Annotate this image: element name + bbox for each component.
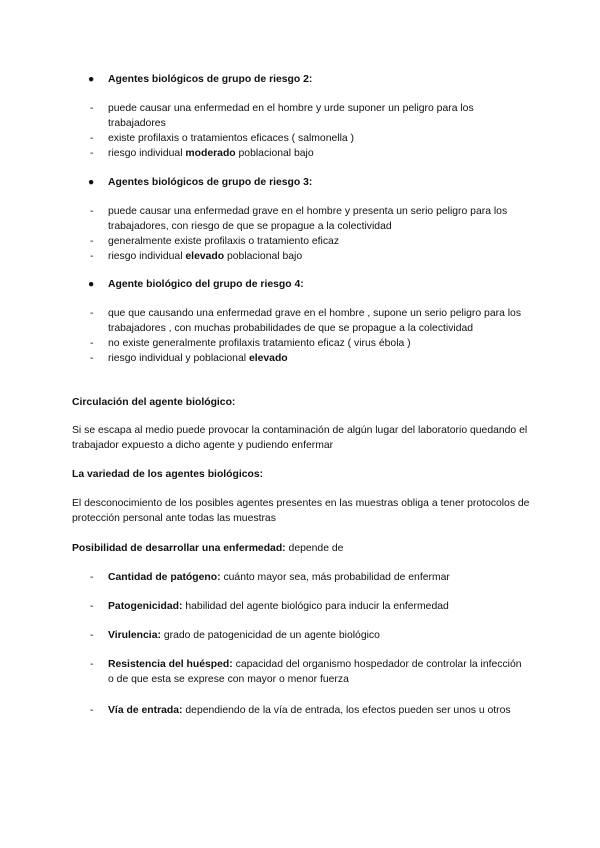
dash-icon: - xyxy=(90,572,94,583)
dash-icon: - xyxy=(90,148,94,159)
dash-icon: - xyxy=(90,705,94,716)
dash-icon: - xyxy=(90,133,94,144)
bullet-icon: ● xyxy=(88,177,95,188)
possibility-heading-suffix: depende de xyxy=(285,543,344,554)
dash-icon: - xyxy=(90,236,94,247)
list-item: - puede causar una enfermedad grave en el hombre y presenta un serio peligro para los trabajadores, con riesgo de que se propague a la colectividad xyxy=(90,206,508,232)
factor-term: Resistencia del huésped: xyxy=(108,659,233,670)
list-item: - generalmente existe profilaxis o tratamiento eficaz xyxy=(90,236,340,247)
dash-icon: - xyxy=(90,338,94,349)
risk-group-4-title: Agente biológico del grupo de riesgo 4: xyxy=(108,279,304,290)
factor-desc: grado de patogenicidad de un agente biológico xyxy=(160,630,380,641)
possibility-heading-label: Posibilidad de desarrollar una enfermedad: xyxy=(72,543,286,554)
factor-desc: dependiendo de la vía de entrada, los efectos pueden ser unos u otros xyxy=(182,705,511,716)
list-item: - riesgo individual y poblacional elevado xyxy=(90,353,288,364)
risk-group-2-title: Agentes biológicos de grupo de riesgo 2: xyxy=(108,74,313,85)
dash-icon: - xyxy=(90,659,94,670)
risk-group-3-title: Agentes biológicos de grupo de riesgo 3: xyxy=(108,177,313,188)
dash-icon: - xyxy=(90,206,94,217)
risk-group-2-list xyxy=(90,101,530,161)
bullet-icon: ● xyxy=(88,74,95,85)
circulation-heading: Circulación del agente biológico: xyxy=(72,397,236,408)
variety-text: El desconocimiento de los posibles agentes presentes en las muestras obliga a tener protocolos de protección personal ante todas las muestras xyxy=(72,498,530,524)
list-item: - riesgo individual moderado poblacional bajo xyxy=(90,148,314,159)
variety-heading: La variedad de los agentes biológicos: xyxy=(72,469,264,480)
dash-icon: - xyxy=(90,630,94,641)
dash-icon: - xyxy=(90,308,94,319)
risk-group-4-list xyxy=(90,306,530,366)
factor-desc: cuánto mayor sea, más probabilidad de enfermar xyxy=(220,572,450,583)
list-item: - riesgo individual elevado poblacional bajo xyxy=(90,251,303,262)
factor-term: Virulencia: xyxy=(108,630,161,641)
dash-icon: - xyxy=(90,251,94,262)
dash-icon: - xyxy=(90,601,94,612)
list-item: - no existe generalmente profilaxis tratamiento eficaz ( virus ébola ) xyxy=(90,338,411,349)
risk-group-3-list xyxy=(90,204,530,264)
bullet-icon: ● xyxy=(88,279,95,290)
factor-term: Vía de entrada: xyxy=(108,705,183,716)
dash-icon: - xyxy=(90,103,94,114)
circulation-text: Si se escapa al medio puede provocar la contaminación de algún lugar del laboratorio quedando el trabajador expuesto a dicho agente y pudiendo enfermar xyxy=(72,425,528,451)
dash-icon: - xyxy=(90,353,94,364)
factor-desc: capacidad del organismo hospedador de controlar la infección o de que esta se exprese con mayor o menor fuerza xyxy=(108,659,522,685)
factor-term: Cantidad de patógeno: xyxy=(108,572,221,583)
factor-desc: habilidad del agente biológico para inducir la enfermedad xyxy=(182,601,449,612)
factor-term: Patogenicidad: xyxy=(108,601,183,612)
list-item: - puede causar una enfermedad en el hombre y urde suponer un peligro para los trabajadores xyxy=(90,103,474,129)
list-item: - existe profilaxis o tratamientos eficaces ( salmonella ) xyxy=(90,133,355,144)
possibility-heading xyxy=(72,541,343,556)
list-item: - que que causando una enfermedad grave en el hombre , supone un serio peligro para los trabajadores , con muchas probabilidades de que se propague a la colectividad xyxy=(90,308,522,334)
